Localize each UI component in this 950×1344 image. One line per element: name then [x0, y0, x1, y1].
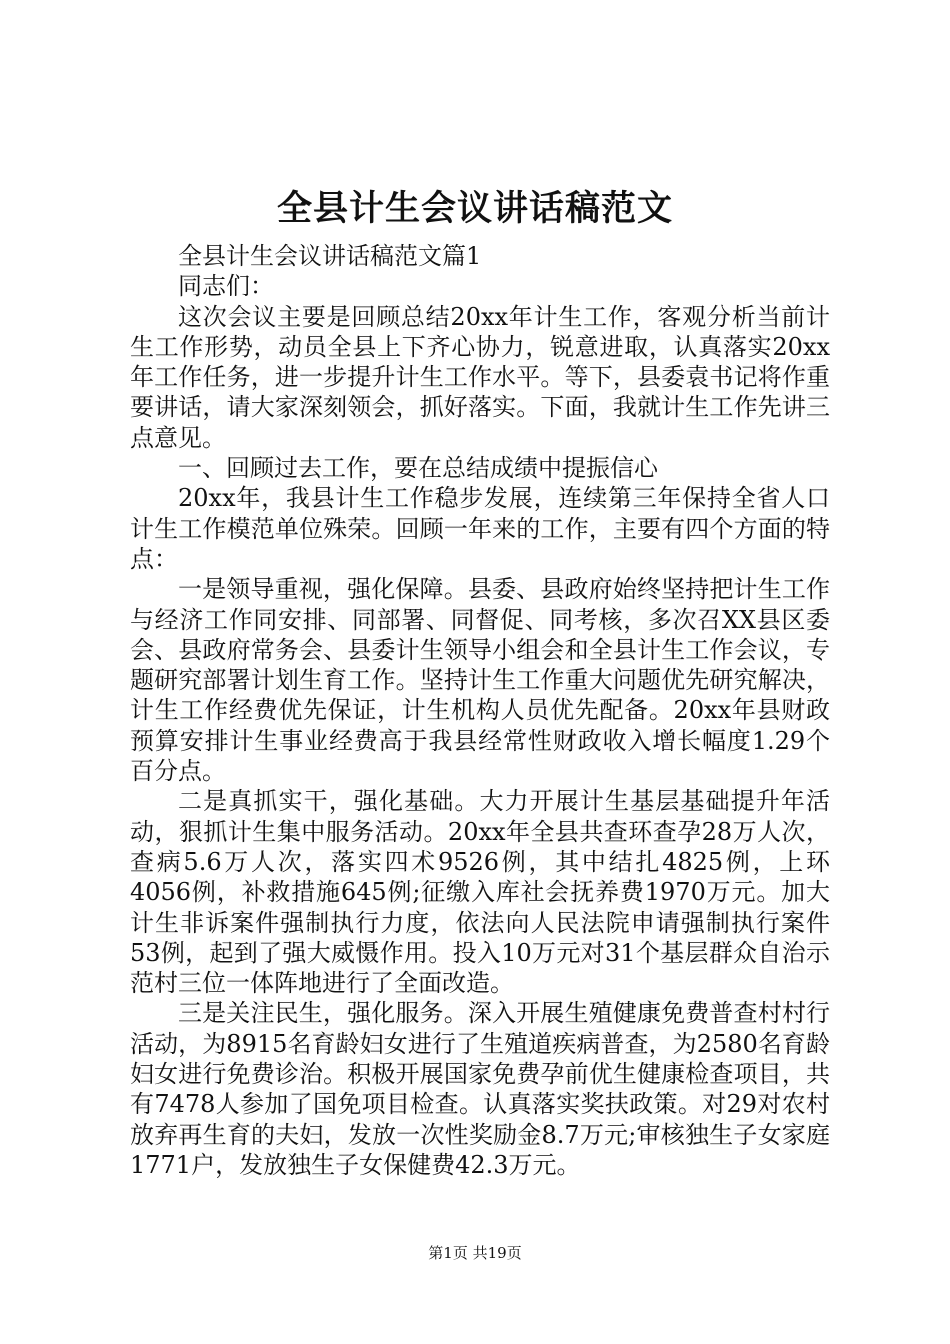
salutation: 同志们：: [178, 272, 274, 301]
document-title: 全县计生会议讲话稿范文: [276, 188, 673, 229]
section-heading: 全县计生会议讲话稿范文篇1: [178, 242, 482, 270]
paragraph: 这次会议主要是回顾总结20xx年计生工作，客观分析当前计生工作形势，动员全县上下齐心协力，锐意进取，认真落实20xx年工作任务，进一步提升计生工作水平。等下，县委袁书记将作重要讲话，请大家深刻领会，抓好落实。下面，我就计生工作先讲三点意见。: [130, 302, 830, 452]
paragraph: 20xx年，我县计生工作稳步发展，连续第三年保持全省人口计生工作模范单位殊荣。回顾一年来的工作，主要有四个方面的特点：: [130, 484, 830, 573]
document-body: [130, 241, 830, 1180]
paragraph: 二是真抓实干，强化基础。大力开展计生基层基础提升年活动，狠抓计生集中服务活动。20xx年全县共查环查孕28万人次，查病5.6万人次，落实四术9526例，其中结扎4825例，上环4056例，补救措施645例;征缴入库社会抚养费1970万元。加大计生非诉案件强制执行力度，依法向人民法院申请强制执行案件53例，起到了强大威慑作用。投入10万元对31个基层群众自治示范村三位一体阵地进行了全面改造。: [130, 787, 830, 998]
page-number-footer: 第1页 共19页: [428, 1244, 522, 1262]
section-heading: 一、回顾过去工作，要在总结成绩中提振信心: [178, 454, 658, 483]
paragraph: 一是领导重视，强化保障。县委、县政府始终坚持把计生工作与经济工作同安排、同部署、同督促、同考核，多次召XX县区委会、县政府常务会、县委计生领导小组会和全县计生工作会议，专题研究部署计划生育工作。坚持计生工作重大问题优先研究解决，计生工作经费优先保证，计生机构人员优先配备。20xx年县财政预算安排计生事业经费高于我县经常性财政收入增长幅度1.29个百分点。: [130, 575, 830, 786]
paragraph: 三是关注民生，强化服务。深入开展生殖健康免费普查村村行活动，为8915名育龄妇女进行了生殖道疾病普查，为2580名育龄妇女进行免费诊治。积极开展国家免费孕前优生健康检查项目，共有7478人参加了国免项目检查。认真落实奖扶政策。对29对农村放弃再生育的夫妇，发放一次性奖励金8.7万元;审核独生子女家庭1771户，发放独生子女保健费42.3万元。: [130, 999, 830, 1179]
